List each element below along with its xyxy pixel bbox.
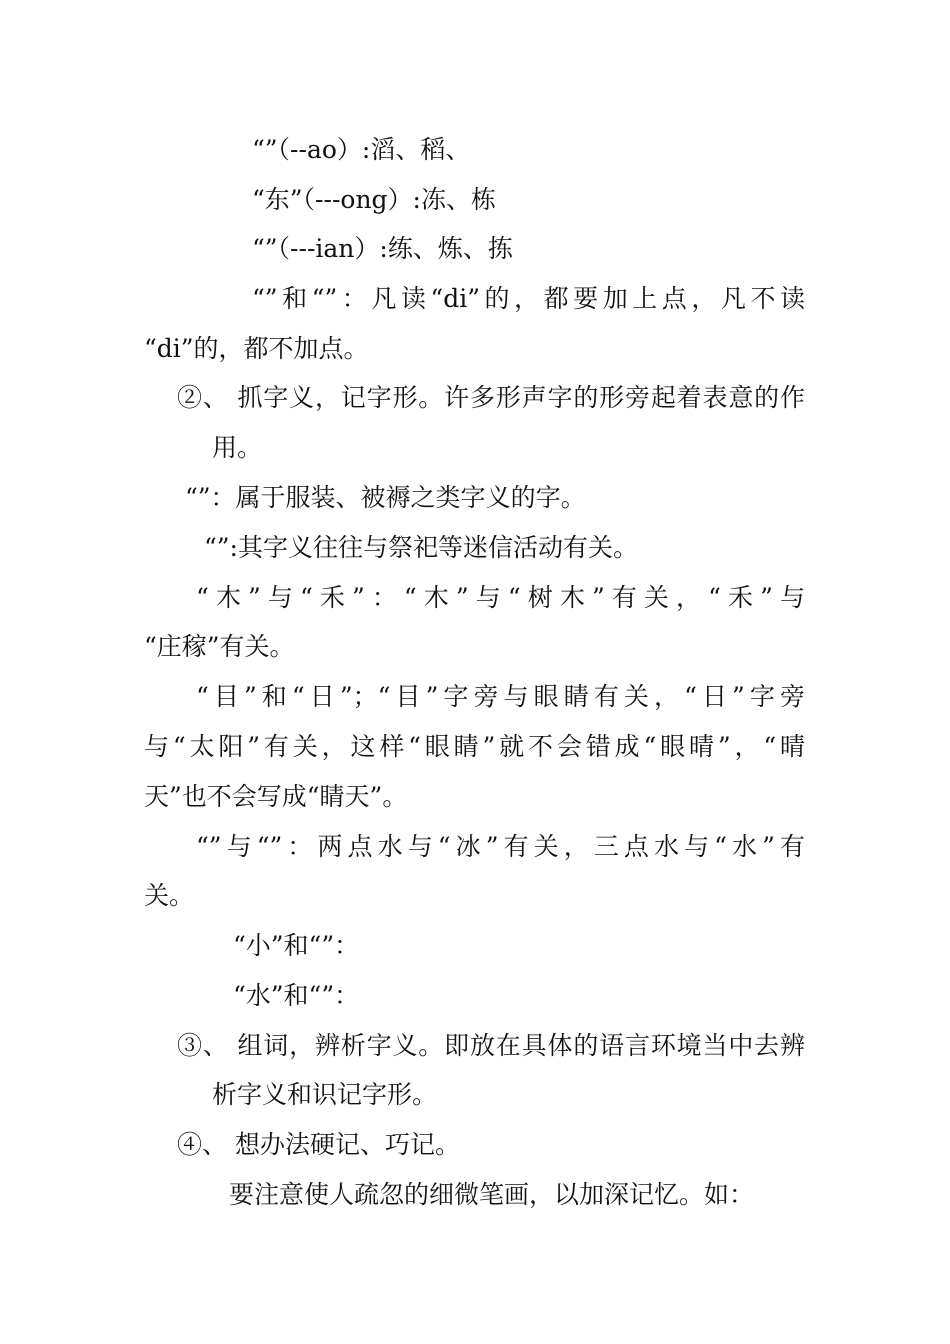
text-line: 与“太阳”有关，这样“眼睛”就不会错成“眼晴”，“晴 (144, 732, 805, 761)
text-line: “”和“”：凡读“di”的，都要加上点，凡不读 (252, 284, 805, 313)
list-item-3: ③、 组词，辨析字义。即放在具体的语言环境当中去辨 (177, 1031, 805, 1060)
text-line: 用。 (212, 433, 263, 462)
text-line: 天”也不会写成“睛天”。 (144, 782, 408, 811)
text-line: 要注意使人疏忽的细微笔画，以加深记忆。如： (229, 1180, 755, 1209)
text-line: “”（---ian）:练、炼、拣 (252, 234, 513, 263)
text-line: 析字义和识记字形。 (212, 1080, 438, 1109)
text-line: “木”与“禾”：“木”与“树木”有关，“禾”与 (196, 583, 805, 612)
text-line: “”与“”：两点水与“冰”有关，三点水与“水”有 (196, 832, 805, 861)
text-line: “水”和“”： (233, 981, 360, 1010)
text-line: “东”（---ong）:冻、栋 (252, 185, 496, 214)
text-line: “庄稼”有关。 (144, 632, 295, 661)
list-item-2: ②、 抓字义，记字形。许多形声字的形旁起着表意的作 (177, 383, 805, 412)
text-line: “”:其字义往往与祭祀等迷信活动有关。 (204, 533, 638, 562)
text-line: “目”和“日”；“目”字旁与眼睛有关，“日”字旁 (196, 682, 805, 711)
text-line: “”：属于服装、被褥之类字义的字。 (185, 483, 586, 512)
list-item-4: ④、 想办法硬记、巧记。 (177, 1130, 460, 1159)
text-line: 关。 (144, 881, 195, 910)
text-line: “di”的，都不加点。 (144, 334, 369, 363)
text-line: “小”和“”： (233, 931, 360, 960)
text-line: “”（--ao）:滔、稻、 (252, 135, 471, 164)
